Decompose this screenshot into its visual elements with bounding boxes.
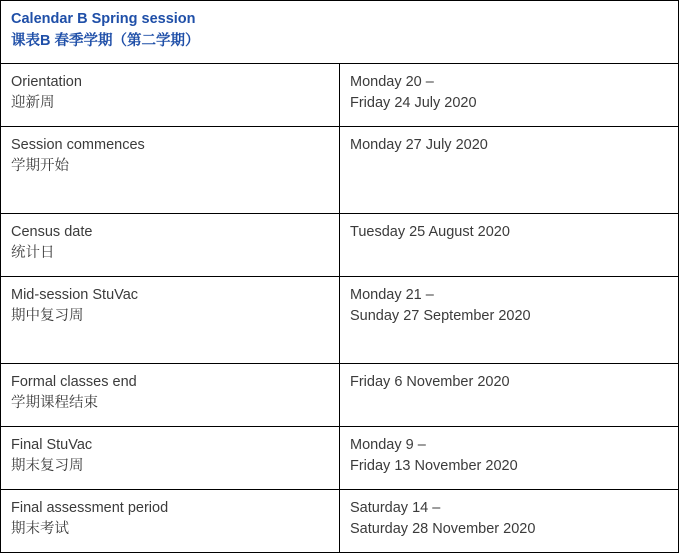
- event-label-zh: 期中复习周: [11, 308, 84, 325]
- event-date-line: Saturday 28 November 2020: [350, 521, 536, 538]
- event-label-zh: 期末考试: [11, 521, 69, 538]
- event-date-line: Tuesday 25 August 2020: [350, 223, 510, 240]
- event-label-cell: [1, 426, 340, 489]
- table-row: [1, 63, 679, 126]
- event-label-zh: 迎新周: [11, 95, 55, 112]
- event-label-zh: 学期课程结束: [11, 395, 98, 412]
- table-row: [1, 489, 679, 552]
- table-row: [1, 126, 679, 213]
- table-row: [1, 213, 679, 276]
- event-date-cell: [340, 63, 679, 126]
- calendar-title-zh: 课表B 春季学期（第二学期）: [11, 32, 200, 49]
- table-row: [1, 276, 679, 363]
- event-label-cell: [1, 363, 340, 426]
- event-date-line: Monday 21 –: [350, 286, 434, 303]
- event-label-en: Mid-session StuVac: [11, 286, 139, 303]
- event-date-line: Monday 20 –: [350, 73, 434, 90]
- event-date-line: Monday 9 –: [350, 436, 426, 453]
- calendar-title-cell: [1, 1, 679, 64]
- event-label-cell: [1, 276, 340, 363]
- event-date-cell: [340, 363, 679, 426]
- event-label-en: Formal classes end: [11, 373, 137, 390]
- event-date-line: Friday 24 July 2020: [350, 95, 477, 112]
- event-label-cell: [1, 126, 340, 213]
- event-label-en: Census date: [11, 223, 93, 240]
- event-date-line: Monday 27 July 2020: [350, 136, 488, 153]
- event-date-line: Friday 13 November 2020: [350, 458, 518, 475]
- event-label-zh: 学期开始: [11, 158, 69, 175]
- event-date-line: Sunday 27 September 2020: [350, 308, 531, 325]
- event-label-zh: 统计日: [11, 245, 55, 262]
- event-date-cell: [340, 426, 679, 489]
- event-label-cell: [1, 489, 340, 552]
- event-label-cell: [1, 213, 340, 276]
- table-header-row: [1, 1, 679, 64]
- table-row: [1, 363, 679, 426]
- event-date-cell: [340, 489, 679, 552]
- event-date-cell: [340, 213, 679, 276]
- calendar-title-en: Calendar B Spring session: [11, 11, 196, 27]
- event-date-cell: [340, 276, 679, 363]
- event-label-en: Final StuVac: [11, 436, 93, 453]
- event-label-zh: 期末复习周: [11, 458, 84, 475]
- event-date-cell: [340, 126, 679, 213]
- event-date-line: Saturday 14 –: [350, 499, 441, 516]
- table-row: [1, 426, 679, 489]
- event-label-en: Session commences: [11, 136, 145, 153]
- event-label-en: Orientation: [11, 73, 82, 90]
- event-label-cell: [1, 63, 340, 126]
- event-label-en: Final assessment period: [11, 499, 169, 516]
- event-date-line: Friday 6 November 2020: [350, 373, 510, 390]
